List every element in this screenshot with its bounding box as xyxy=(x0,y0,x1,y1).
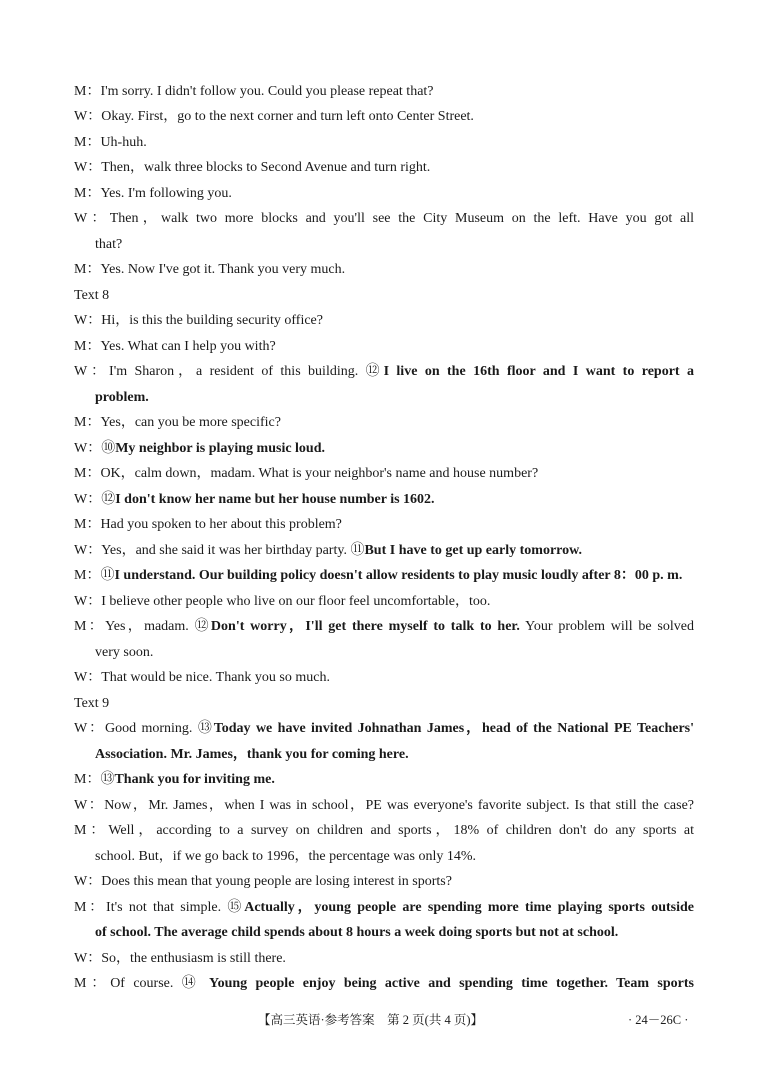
text-line xyxy=(74,108,694,126)
text-run: M：Yes. I'm following you. xyxy=(74,186,232,201)
text-line xyxy=(74,312,694,330)
bold-text-run: I don't know her name but her house number is 1602. xyxy=(115,492,435,507)
text-line xyxy=(74,567,694,585)
text-line xyxy=(74,134,694,152)
text-run: Text 8 xyxy=(74,288,110,303)
bold-text-run: Young people enjoy being active and spending time together. Team sports xyxy=(209,976,694,991)
text-run: W：Okay. First，go to the next corner and turn left onto Center Street. xyxy=(74,109,474,124)
text-run: M：Yes. What can I help you with? xyxy=(74,339,276,354)
page-footer xyxy=(0,1011,764,1029)
text-line xyxy=(95,848,694,866)
text-run: M：Had you spoken to her about this problem? xyxy=(74,517,342,532)
text-run: Your problem will be solved xyxy=(519,619,694,634)
text-run: W：So，the enthusiasm is still there. xyxy=(74,951,286,966)
text-line xyxy=(74,975,694,993)
text-line xyxy=(95,644,694,662)
text-line xyxy=(74,873,694,891)
text-line xyxy=(74,159,694,177)
bold-text-run: Today we have invited Johnathan James，head of the National PE Teachers' xyxy=(213,721,695,736)
text-run: M：Of course. ⑭ xyxy=(74,976,210,991)
bold-text-run: My neighbor is playing music loud. xyxy=(115,441,326,456)
text-line xyxy=(74,465,694,483)
text-line xyxy=(74,491,694,509)
text-run: M：OK，calm down，madam. What is your neighbor's name and house number? xyxy=(74,466,539,481)
text-run: W：⑩ xyxy=(74,441,116,456)
text-run: M：⑬ xyxy=(74,772,115,787)
text-run: M：I'm sorry. I didn't follow you. Could you please repeat that? xyxy=(74,84,434,99)
text-line xyxy=(95,389,694,407)
text-line xyxy=(74,210,694,228)
text-line xyxy=(74,363,694,381)
text-run: W：Does this mean that young people are losing interest in sports? xyxy=(74,874,452,889)
text-run: M：Well，according to a survey on children and sports，18% of children don't do any sports at xyxy=(74,823,694,838)
text-run: W：Hi，is this the building security office? xyxy=(74,313,323,328)
bold-text-run: I understand. Our building policy doesn't allow residents to play music loudly after 8：00 p. m. xyxy=(114,568,683,583)
text-run: very soon. xyxy=(95,645,154,660)
text-line xyxy=(74,669,694,687)
text-run: school. But，if we go back to 1996，the percentage was only 14%. xyxy=(95,849,477,864)
text-line xyxy=(74,414,694,432)
text-run: that? xyxy=(95,237,123,252)
text-run: W：Good morning. ⑬ xyxy=(74,721,214,736)
text-run: W：Then，walk three blocks to Second Avenue and turn right. xyxy=(74,160,431,175)
text-run: W：Then，walk two more blocks and you'll see the City Museum on the left. Have you got all xyxy=(74,211,694,226)
text-line xyxy=(74,618,694,636)
text-line xyxy=(74,440,694,458)
bold-text-run: I live on the 16th floor and I want to report a xyxy=(383,364,694,379)
bold-text-run: Don't worry，I'll get there myself to talk to her. xyxy=(210,619,520,634)
text-run: W：⑫ xyxy=(74,492,116,507)
text-line xyxy=(74,899,694,917)
text-run: W：I believe other people who live on our floor feel uncomfortable，too. xyxy=(74,594,491,609)
bold-text-run: problem. xyxy=(95,390,149,405)
bold-text-run: of school. The average child spends about 8 hours a week doing sports but not at school. xyxy=(95,925,619,940)
text-line xyxy=(74,338,694,356)
bold-text-run: Thank you for inviting me. xyxy=(114,772,275,787)
text-line xyxy=(95,924,694,942)
text-line xyxy=(74,720,694,738)
text-line xyxy=(95,746,694,764)
text-line xyxy=(74,287,694,305)
footer-code: · 24－26C · xyxy=(628,1013,689,1027)
text-line xyxy=(74,797,694,815)
text-run: M：Yes. Now I've got it. Thank you very much. xyxy=(74,262,346,277)
text-line xyxy=(74,516,694,534)
text-run: M：⑪ xyxy=(74,568,115,583)
bold-text-run: Actually，young people are spending more time playing sports outside xyxy=(244,900,694,915)
text-run: W：I'm Sharon，a resident of this building. ⑫ xyxy=(74,364,384,379)
text-line xyxy=(74,695,694,713)
text-run: W：That would be nice. Thank you so much. xyxy=(74,670,330,685)
bold-text-run: Association. Mr. James，thank you for coming here. xyxy=(95,747,409,762)
text-line xyxy=(74,542,694,560)
text-run: W：Now，Mr. James，when I was in school，PE was everyone's favorite subject. Is that still the case? xyxy=(74,798,694,813)
text-run: M：Uh-huh. xyxy=(74,135,147,150)
text-line xyxy=(74,185,694,203)
text-run: W：Yes，and she said it was her birthday party. ⑪ xyxy=(74,543,365,558)
bold-text-run: But I have to get up early tomorrow. xyxy=(364,543,582,558)
text-run: M：It's not that simple. ⑮ xyxy=(74,900,245,915)
text-line xyxy=(74,822,694,840)
text-run: M：Yes，can you be more specific? xyxy=(74,415,281,430)
footer-page-info: 【高三英语·参考答案 第 2 页(共 4 页)】 xyxy=(258,1013,483,1027)
text-line xyxy=(74,771,694,789)
text-run: Text 9 xyxy=(74,696,110,711)
text-line xyxy=(74,950,694,968)
text-line xyxy=(74,261,694,279)
text-line xyxy=(74,593,694,611)
text-line xyxy=(95,236,694,254)
text-run: M：Yes，madam. ⑫ xyxy=(74,619,211,634)
text-line xyxy=(74,83,694,101)
